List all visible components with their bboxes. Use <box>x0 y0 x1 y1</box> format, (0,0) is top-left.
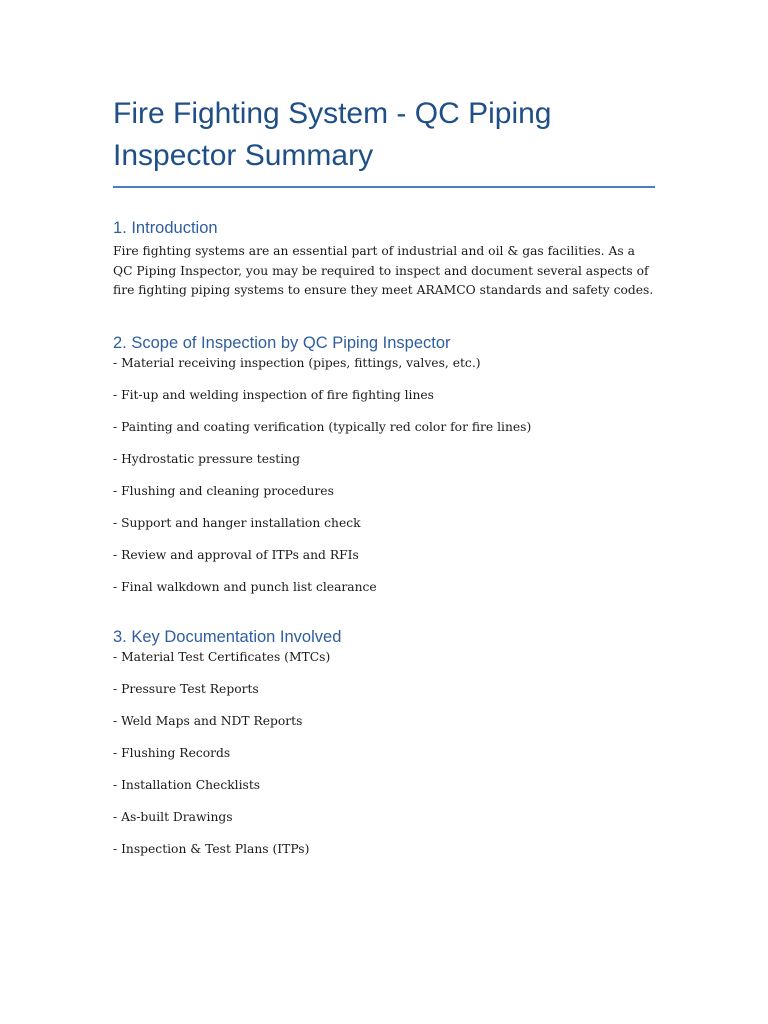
list-item: - Pressure Test Reports <box>113 681 259 696</box>
intro-paragraph: Fire fighting systems are an essential part of industrial and oil & gas facilities. As a QC Piping Inspector, you may be required to inspect and document several aspects of fire fighting piping systems to ensure they meet ARAMCO standards and safety codes. <box>113 244 654 297</box>
list-item: - Flushing Records <box>113 745 231 760</box>
list-item: - Flushing and cleaning procedures <box>113 483 334 498</box>
section-scope-of-inspection <box>113 332 655 597</box>
title-divider <box>113 186 655 188</box>
section-heading: 1. Introduction <box>113 219 218 237</box>
list-item: - Installation Checklists <box>113 777 261 792</box>
section-heading: 3. Key Documentation Involved <box>113 627 342 646</box>
section-heading: 2. Scope of Inspection by QC Piping Inspector <box>113 333 451 352</box>
documentation-list <box>113 648 655 859</box>
section-key-documentation <box>113 626 655 859</box>
list-item: - Review and approval of ITPs and RFIs <box>113 547 359 562</box>
document-body <box>113 93 655 859</box>
list-item: - Support and hanger installation check <box>113 515 361 530</box>
scope-list <box>113 354 655 597</box>
list-item: - Weld Maps and NDT Reports <box>113 713 303 728</box>
list-item: - Final walkdown and punch list clearance <box>113 579 377 594</box>
list-item: - Material Test Certificates (MTCs) <box>113 649 331 664</box>
list-item: - Inspection & Test Plans (ITPs) <box>113 841 310 856</box>
list-item: - As-built Drawings <box>113 809 233 824</box>
list-item: - Fit-up and welding inspection of fire fighting lines <box>113 387 434 402</box>
list-item: - Painting and coating verification (typically red color for fire lines) <box>113 419 532 434</box>
list-item: - Material receiving inspection (pipes, fittings, valves, etc.) <box>113 355 481 370</box>
list-item: - Hydrostatic pressure testing <box>113 451 300 466</box>
section-introduction <box>113 217 655 301</box>
document-title: Fire Fighting System - QC Piping Inspector Summary <box>113 97 552 172</box>
